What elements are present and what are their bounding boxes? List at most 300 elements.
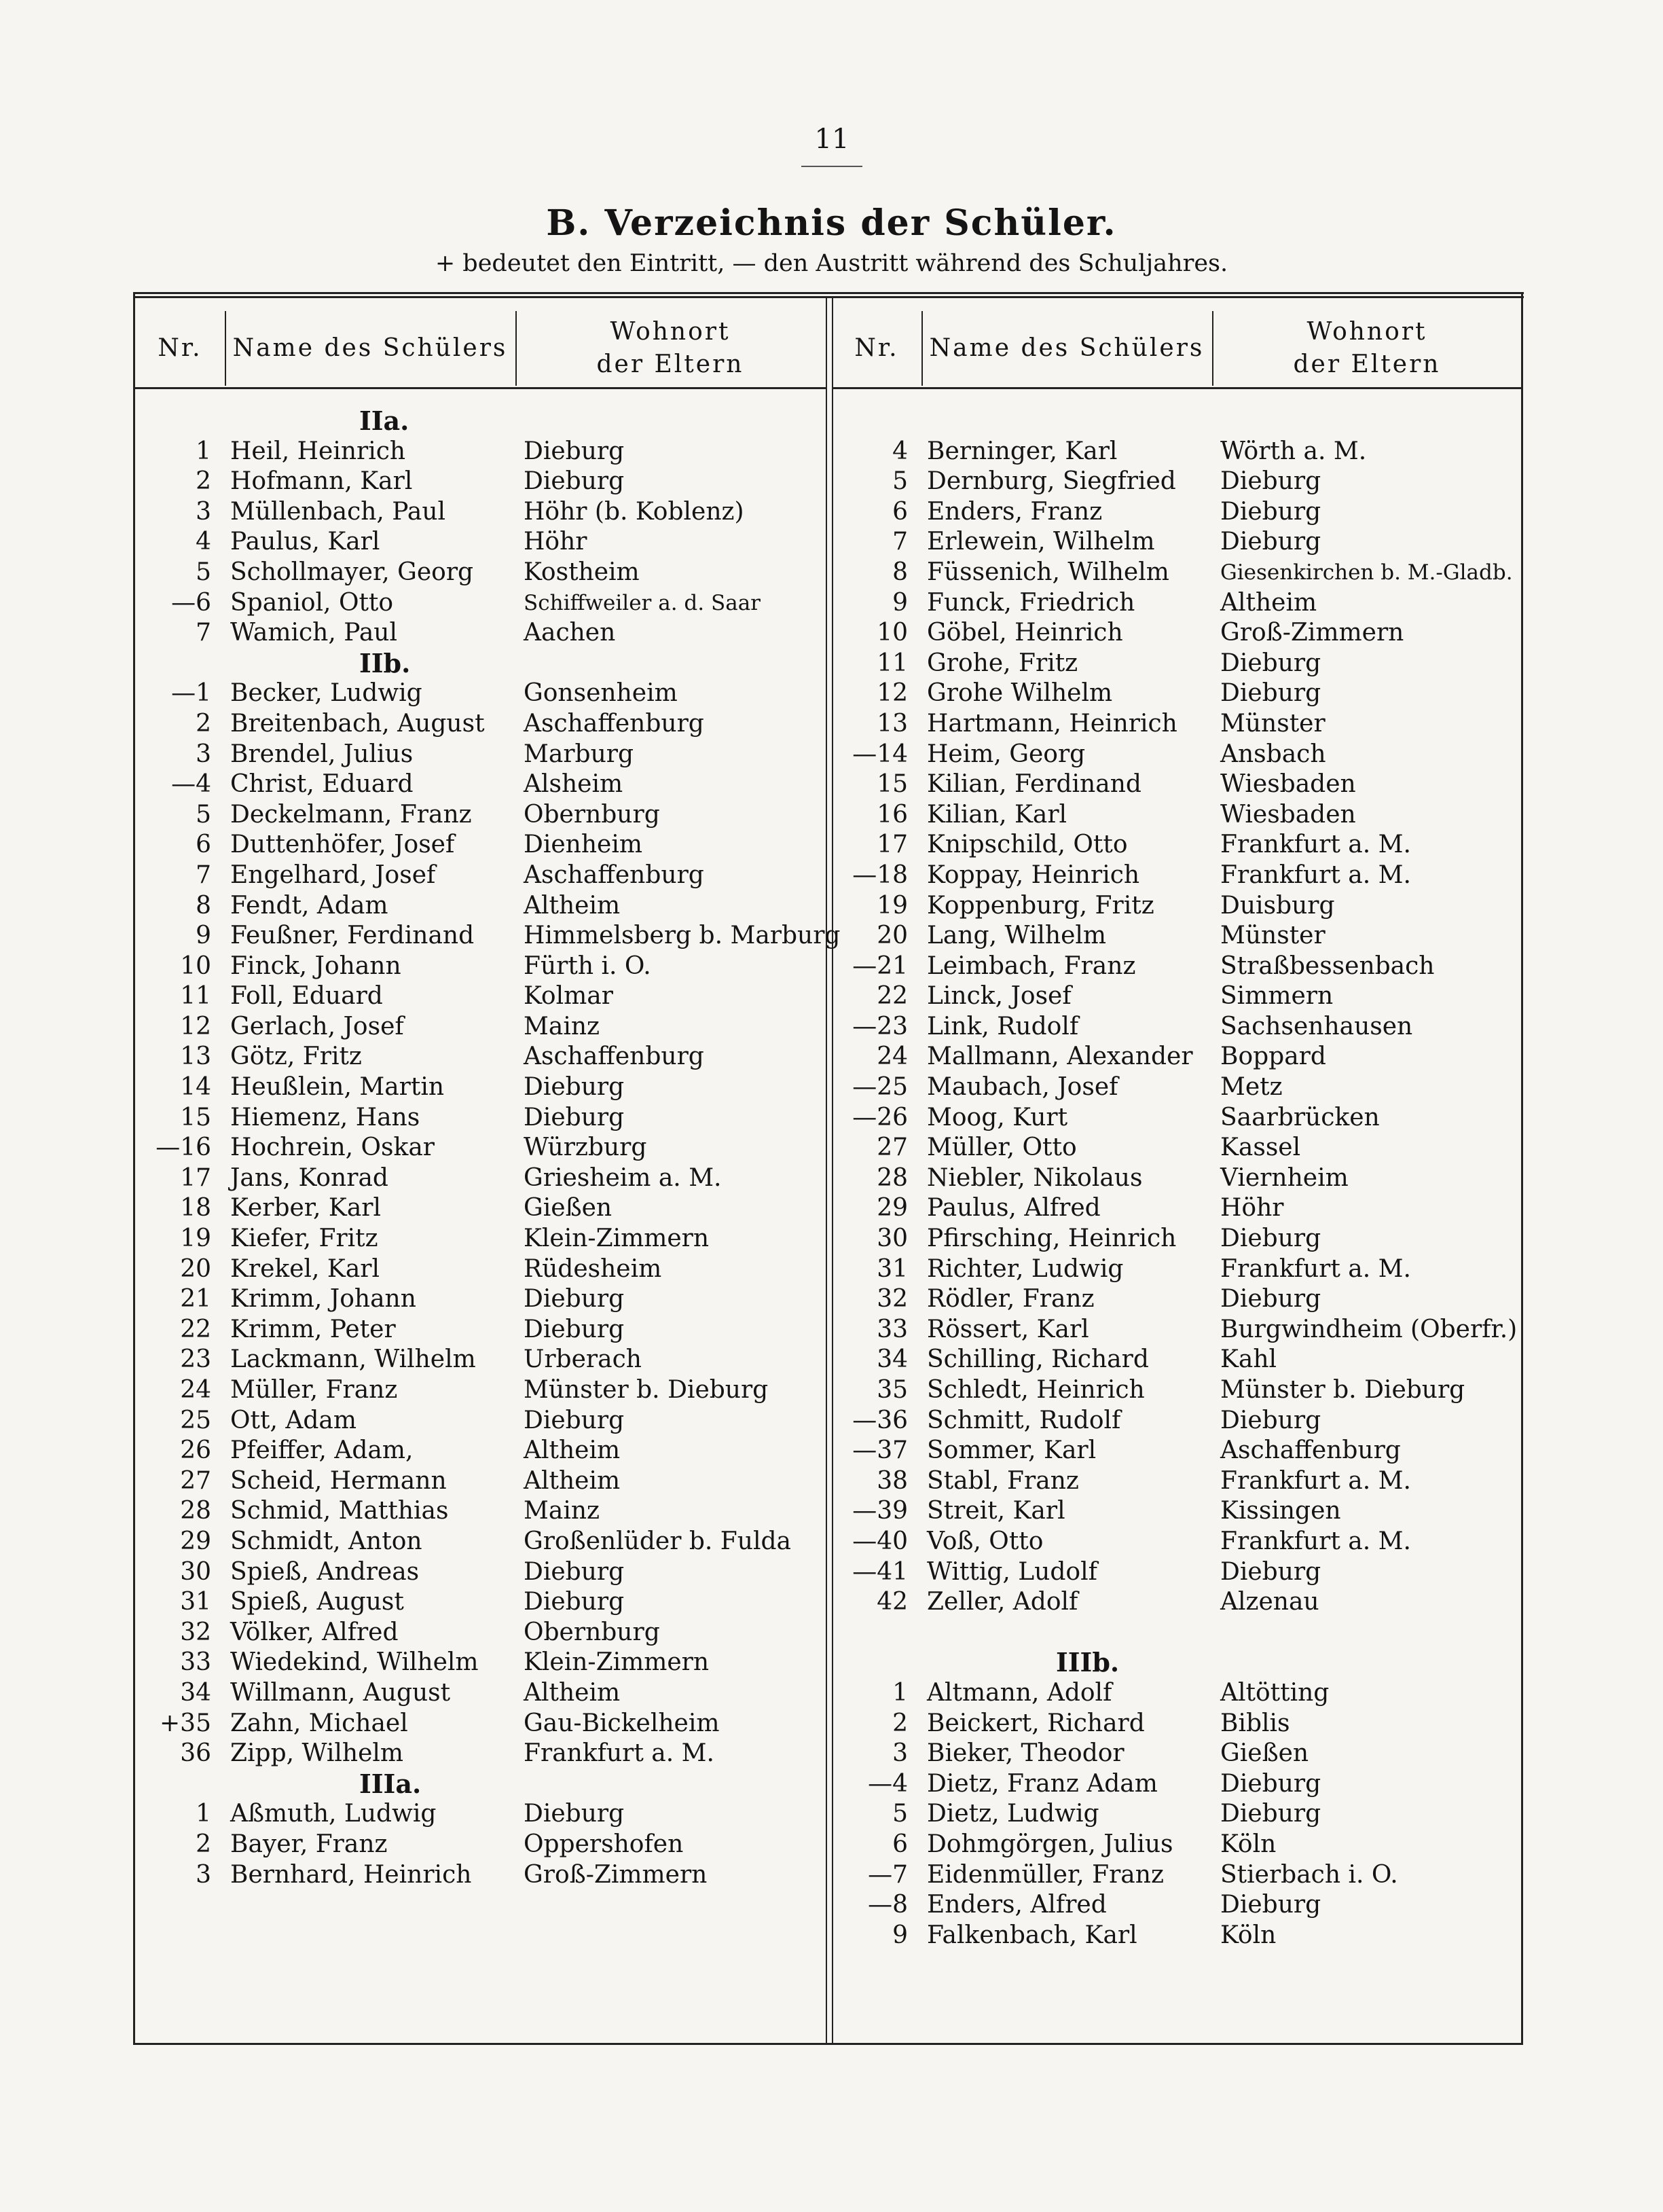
student-name: Mallmann, Alexander [927,1042,1193,1071]
student-number: 5 [196,800,211,829]
parents-residence: Großenlüder b. Fulda [524,1527,791,1555]
parents-residence: Münster [1220,709,1326,738]
header-residence-line1: Wohnort [610,318,731,346]
parents-residence: Marburg [524,740,634,768]
student-row [832,1375,1521,1406]
student-number: 15 [180,1103,211,1131]
student-number: 33 [877,1315,908,1343]
class-label: IIIa. [359,1768,422,1799]
student-number: +35 [160,1709,211,1737]
student-number: —41 [852,1557,908,1586]
parents-residence: Burgwindheim (Oberfr.) [1220,1315,1518,1343]
parents-residence: Höhr (b. Koblenz) [524,497,744,526]
parents-residence: Dienheim [524,831,643,859]
student-number: —39 [852,1497,908,1525]
student-name: Enders, Franz [927,497,1103,526]
student-row [135,1345,826,1375]
student-name: Pfeiffer, Adam, [230,1436,414,1465]
student-number: 23 [180,1345,211,1374]
parents-residence: Groß-Zimmern [524,1860,708,1889]
parents-residence: Dieburg [524,1073,625,1102]
student-number: —18 [852,860,908,889]
student-number: 1 [196,437,211,465]
parents-residence: Griesheim a. M. [524,1163,722,1192]
student-list-right [832,406,1521,1951]
student-name: Hiemenz, Hans [230,1103,420,1131]
student-name: Streit, Karl [927,1497,1065,1525]
student-name: Dernburg, Siegfried [927,467,1176,496]
student-name: Knipschild, Otto [927,831,1128,859]
student-name: Bernhard, Heinrich [230,1860,472,1889]
student-name: Leimbach, Franz [927,951,1136,980]
student-row [832,1012,1521,1042]
student-row [135,860,826,891]
student-name: Schledt, Heinrich [927,1376,1145,1404]
student-number: 36 [180,1739,211,1768]
parents-residence: Dieburg [524,1800,625,1828]
student-row [832,1890,1521,1921]
student-row [832,1193,1521,1224]
student-name: Becker, Ludwig [230,679,422,708]
student-list-left [135,405,841,1890]
student-name: Eidenmüller, Franz [927,1860,1164,1889]
parents-residence: Münster [1220,922,1326,950]
student-row [135,618,826,649]
parents-residence: Mainz [524,1497,600,1525]
student-number: 26 [180,1436,211,1465]
student-number: —21 [852,951,908,980]
student-number: —37 [852,1436,908,1465]
parents-residence: Schiffweiler a. d. Saar [524,590,761,615]
parents-residence: Dieburg [1220,1769,1321,1798]
student-row [832,497,1521,528]
student-name: Rödler, Franz [927,1285,1095,1313]
parents-residence: Dieburg [524,1588,625,1616]
student-row [135,1618,826,1648]
student-name: Schilling, Richard [927,1345,1149,1374]
student-row [832,1769,1521,1800]
student-number: 7 [892,528,908,556]
student-name: Krekel, Karl [230,1254,380,1283]
parents-residence: Kolmar [524,982,613,1011]
student-number: 34 [877,1345,908,1374]
student-number: 22 [180,1315,211,1343]
student-row [832,860,1521,891]
student-number: 31 [180,1588,211,1616]
parents-residence: Aschaffenburg [524,1042,704,1071]
student-row [832,1739,1521,1769]
student-row [832,1830,1521,1860]
student-name: Aßmuth, Ludwig [230,1800,437,1828]
student-name: Stabl, Franz [927,1466,1079,1495]
student-name: Scheid, Hermann [230,1466,447,1495]
student-row [832,618,1521,649]
student-row [135,1678,826,1709]
student-row [832,1254,1521,1285]
student-name: Götz, Fritz [230,1042,362,1071]
student-row [832,769,1521,800]
student-number: 7 [196,860,211,889]
page-number: 11 [814,124,849,155]
student-number: 9 [892,1921,908,1949]
parents-residence: Frankfurt a. M. [1220,1254,1411,1283]
student-row [135,1224,826,1254]
student-row [832,1860,1521,1891]
parents-residence: Aschaffenburg [524,709,704,738]
student-row [135,709,826,740]
student-row [135,1103,826,1134]
student-row [832,1709,1521,1739]
student-row [135,1648,826,1678]
parents-residence: Dieburg [1220,467,1321,496]
student-name: Koppay, Heinrich [927,860,1140,889]
page-number-rule [801,166,862,167]
parents-residence: Fürth i. O. [524,951,651,980]
student-row [135,800,826,831]
student-name: Heil, Heinrich [230,437,406,465]
student-name: Ott, Adam [230,1406,357,1434]
parents-residence: Köln [1220,1830,1277,1858]
student-number: 6 [196,831,211,859]
student-name: Grohe Wilhelm [927,679,1113,708]
parents-residence: Dieburg [524,1315,625,1343]
student-number: 6 [892,497,908,526]
student-row [135,437,826,467]
parents-residence: Duisburg [1220,891,1335,920]
student-row [832,1587,1521,1618]
student-number: 5 [196,558,211,586]
student-row [135,497,826,528]
student-row [832,830,1521,860]
student-name: Duttenhöfer, Josef [230,831,455,859]
parents-residence: Dieburg [1220,497,1321,526]
student-name: Rössert, Karl [927,1315,1089,1343]
student-row [832,1315,1521,1345]
student-number: —25 [852,1073,908,1102]
parents-residence: Münster b. Dieburg [524,1376,769,1404]
student-name: Moog, Kurt [927,1103,1068,1131]
student-number: —4 [868,1769,908,1798]
student-name: Niebler, Nikolaus [927,1163,1143,1192]
student-number: 18 [180,1194,211,1222]
student-name: Maubach, Josef [927,1073,1118,1102]
parents-residence: Aschaffenburg [1220,1436,1401,1465]
student-number: —26 [852,1103,908,1131]
parents-residence: Boppard [1220,1042,1326,1071]
student-row [135,1557,826,1588]
parents-residence: Dieburg [1220,679,1321,708]
student-name: Christ, Eduard [230,770,414,799]
student-number: 12 [180,1012,211,1040]
student-name: Wamich, Paul [230,619,397,647]
student-row [135,1254,826,1285]
student-row [832,1527,1521,1557]
parents-residence: Stierbach i. O. [1220,1860,1398,1889]
student-row [832,981,1521,1012]
student-number: 12 [877,679,908,708]
student-name: Lackmann, Wilhelm [230,1345,476,1374]
parents-residence: Kissingen [1220,1497,1341,1525]
student-number: —14 [852,740,908,768]
student-row [135,1466,826,1497]
student-row [832,527,1521,558]
parents-residence: Kostheim [524,558,640,586]
student-row [135,1193,826,1224]
student-number: 35 [877,1376,908,1404]
student-number: 13 [180,1042,211,1071]
parents-residence: Dieburg [1220,1285,1321,1313]
header-residence-line1: Wohnort [1306,318,1427,346]
parents-residence: Kassel [1220,1134,1301,1162]
student-row [135,1072,826,1103]
student-name: Voß, Otto [927,1527,1044,1555]
student-number: 29 [180,1527,211,1555]
student-row [832,437,1521,467]
parents-residence: Frankfurt a. M. [1220,831,1411,859]
student-row [832,649,1521,679]
student-name: Bayer, Franz [230,1830,388,1858]
student-name: Foll, Eduard [230,982,383,1011]
student-number: 32 [180,1618,211,1646]
student-number: 2 [196,1830,211,1858]
parents-residence: Gießen [524,1194,613,1222]
student-name: Linck, Josef [927,982,1072,1011]
student-name: Breitenbach, August [230,709,485,738]
student-number: 21 [180,1285,211,1313]
student-name: Müller, Otto [927,1134,1077,1162]
student-row [135,921,841,951]
student-name: Grohe, Fritz [927,649,1078,677]
student-name: Kilian, Karl [927,800,1067,829]
student-row [135,1739,826,1769]
student-name: Füssenich, Wilhelm [927,558,1169,586]
parents-residence: Dieburg [1220,649,1321,677]
student-name: Zeller, Adolf [927,1588,1078,1616]
parents-residence: Urberach [524,1345,642,1374]
header-name: Name des Schülers [232,334,508,362]
parents-residence: Dieburg [524,1285,625,1313]
student-row [832,1163,1521,1194]
student-number: —36 [852,1406,908,1434]
student-name: Völker, Alfred [230,1618,399,1646]
student-name: Heußlein, Martin [230,1073,445,1102]
parents-residence: Saarbrücken [1220,1103,1380,1131]
parents-residence: Metz [1220,1073,1283,1102]
header-name: Name des Schülers [929,334,1205,362]
student-name: Schmitt, Rudolf [927,1406,1121,1434]
parents-residence: Gonsenheim [524,679,678,708]
student-row [135,1012,826,1042]
parents-residence: Altheim [524,891,621,920]
student-number: 27 [877,1134,908,1162]
student-name: Engelhard, Josef [230,860,436,889]
student-row [135,1496,826,1527]
student-name: Paulus, Karl [230,528,380,556]
student-row [832,1133,1521,1163]
student-row [832,467,1521,497]
student-row [135,1406,826,1436]
student-number: 15 [877,770,908,799]
student-row [832,709,1521,740]
parents-residence: Rüdesheim [524,1254,662,1283]
student-number: 11 [180,982,211,1011]
student-name: Berninger, Karl [927,437,1118,465]
student-number: 24 [180,1376,211,1404]
parents-residence: Dieburg [524,437,625,465]
student-name: Gerlach, Josef [230,1012,404,1040]
parents-residence: Mainz [524,1012,600,1040]
parents-residence: Dieburg [1220,1225,1321,1253]
header-nr: Nr. [158,334,202,362]
student-number: 17 [180,1163,211,1192]
student-row [135,1527,826,1557]
student-row [135,1587,826,1618]
student-name: Kerber, Karl [230,1194,382,1222]
student-number: 4 [196,528,211,556]
student-row [135,740,826,770]
parents-residence: Himmelsberg b. Marburg [524,922,841,950]
student-name: Koppenburg, Fritz [927,891,1154,920]
parents-residence: Sachsenhausen [1220,1012,1413,1040]
student-number: 33 [180,1648,211,1677]
student-name: Kilian, Ferdinand [927,770,1141,799]
student-number: 3 [196,497,211,526]
student-row [135,1375,826,1406]
student-name: Hochrein, Oskar [230,1134,435,1162]
student-row [832,1284,1521,1315]
student-number: 28 [877,1163,908,1192]
student-number: 20 [877,922,908,950]
parents-residence: Altheim [524,1678,621,1707]
student-name: Dietz, Ludwig [927,1800,1099,1828]
parents-residence: Simmern [1220,982,1334,1011]
student-number: 19 [180,1225,211,1253]
header-bottom-rule [832,387,1521,389]
student-row [135,1284,826,1315]
parents-residence: Altheim [524,1466,621,1495]
blank-row [832,406,1521,437]
student-number: —1 [171,679,211,708]
student-number: 30 [877,1225,908,1253]
student-number: 3 [196,740,211,768]
student-row [135,1860,826,1891]
student-name: Göbel, Heinrich [927,619,1123,647]
student-number: 11 [877,649,908,677]
student-number: 6 [892,1830,908,1858]
parents-residence: Biblis [1220,1709,1290,1737]
student-number: 10 [877,619,908,647]
student-row [832,921,1521,951]
student-name: Finck, Johann [230,951,401,980]
student-row [135,527,826,558]
student-number: 8 [196,891,211,920]
header-residence [517,311,824,386]
class-label: IIIb. [1056,1647,1120,1678]
parents-residence: Altheim [1220,588,1317,617]
student-name: Erlewein, Wilhelm [927,528,1155,556]
parents-residence: Altötting [1220,1678,1330,1707]
student-number: 4 [892,437,908,465]
student-row [135,981,826,1012]
student-row [135,1315,826,1345]
student-name: Funck, Friedrich [927,588,1135,617]
student-name: Schollmayer, Georg [230,558,474,586]
student-number: 8 [892,558,908,586]
student-number: —23 [852,1012,908,1040]
student-name: Spieß, August [230,1588,404,1616]
blank-row [832,1618,1521,1648]
student-name: Pfirsching, Heinrich [927,1225,1177,1253]
student-number: 32 [877,1285,908,1313]
student-name: Hartmann, Heinrich [927,709,1177,738]
student-name: Beickert, Richard [927,1709,1145,1737]
parents-residence: Obernburg [524,1618,660,1646]
student-row [832,558,1521,588]
student-number: 3 [892,1739,908,1768]
parents-residence: Frankfurt a. M. [1220,1527,1411,1555]
student-row [832,1042,1521,1072]
table-top-rule [133,292,1524,294]
student-row [135,588,826,619]
student-row [135,1163,826,1194]
student-name: Falkenbach, Karl [927,1921,1137,1949]
student-number: 14 [180,1073,211,1102]
parents-residence: Münster b. Dieburg [1220,1376,1465,1404]
parents-residence: Ansbach [1220,740,1326,768]
student-number: —16 [156,1134,211,1162]
student-name: Brendel, Julius [230,740,414,768]
student-number: 29 [877,1194,908,1222]
student-name: Schmid, Matthias [230,1497,449,1525]
student-name: Altmann, Adolf [927,1678,1112,1707]
student-number: —7 [868,1860,908,1889]
student-name: Hofmann, Karl [230,467,413,496]
parents-residence: Groß-Zimmern [1220,619,1404,647]
student-name: Richter, Ludwig [927,1254,1124,1283]
student-name: Paulus, Alfred [927,1194,1101,1222]
student-name: Fendt, Adam [230,891,388,920]
student-number: 1 [196,1800,211,1828]
student-name: Krimm, Peter [230,1315,396,1343]
parents-residence: Gießen [1220,1739,1309,1768]
student-row [135,1042,826,1072]
class-label: IIb. [359,647,411,678]
student-name: Feußner, Ferdinand [230,922,475,950]
parents-residence: Köln [1220,1921,1277,1949]
student-number: 9 [196,922,211,950]
parents-residence: Klein-Zimmern [524,1648,710,1677]
student-number: 2 [196,709,211,738]
student-number: 13 [877,709,908,738]
student-name: Lang, Wilhelm [927,922,1107,950]
student-row [135,1830,826,1860]
header-residence-line2: der Eltern [596,350,744,378]
parents-residence: Dieburg [1220,528,1321,556]
parents-residence: Viernheim [1220,1163,1349,1192]
student-number: 10 [180,951,211,980]
class-label: IIa. [359,405,409,436]
parents-residence: Höhr [524,528,587,556]
class-section-heading [135,406,826,437]
student-row [135,951,826,982]
class-section-heading [832,1648,1521,1678]
student-row [135,558,826,588]
student-row [832,891,1521,922]
parents-residence: Aschaffenburg [524,860,704,889]
student-row [832,1072,1521,1103]
parents-residence: Aachen [524,619,616,647]
student-row [832,1103,1521,1134]
